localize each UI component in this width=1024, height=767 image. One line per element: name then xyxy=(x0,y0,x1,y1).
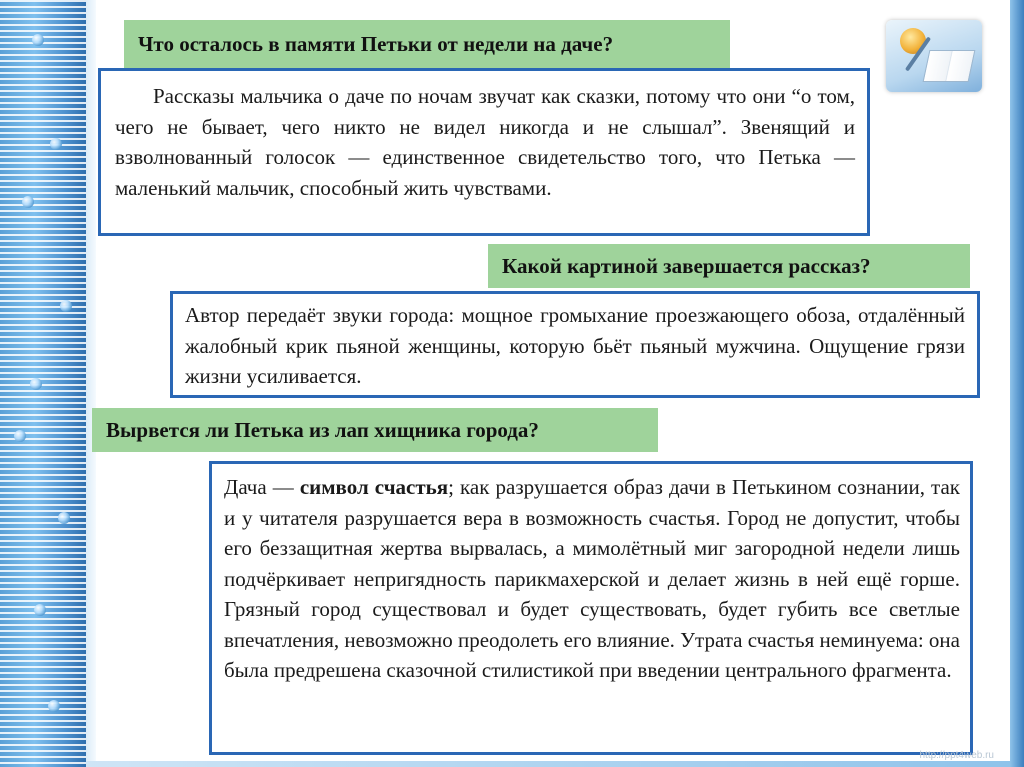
question-2-heading-text: Какой картиной завершается рассказ? xyxy=(502,253,871,278)
question-1-heading-text: Что осталось в памяти Петьки от недели на даче? xyxy=(138,31,614,56)
right-decorative-strip xyxy=(1010,0,1024,767)
answer-3-prefix: Дача — xyxy=(224,475,300,499)
water-drop-icon xyxy=(48,700,60,712)
water-drop-icon xyxy=(58,512,70,524)
left-decorative-strip xyxy=(0,0,86,767)
answer-1-box xyxy=(98,68,870,236)
answer-2-text: Автор передаёт звуки города: мощное громыхание проезжающего обоза, отдалённый жалобный крик пьяной женщины, которую бьёт пьяный мужчина. Ощущение грязи жизни усиливается. xyxy=(185,303,965,388)
water-drop-icon xyxy=(34,604,46,616)
water-drop-icon xyxy=(60,300,72,312)
water-drop-icon xyxy=(32,34,44,46)
answer-3-rest: ; как разрушается образ дачи в Петькином сознании, так и у читателя разрушается вера в возможность счастья. Город не допустит, чтобы его беззащитная жертва вырвалась, а мимолётный миг загородной недели лишь подчёркивает непригядность парикмахерской и делает жизнь в ней ещё горше. Грязный город существовал и будет существовать, будет губить все светлые впечатления, невозможно преодолеть его влияние. Утрата счастья неминуема: она была предрешена сказочной стилистикой при введении центрального фрагмента. xyxy=(224,475,961,682)
answer-3-bold-term: символ счастья xyxy=(299,475,449,499)
question-1-heading xyxy=(124,20,730,68)
answer-3-box xyxy=(209,461,973,755)
question-2-heading xyxy=(488,244,970,288)
bottom-decorative-strip xyxy=(86,761,1010,767)
question-3-heading xyxy=(92,408,658,452)
answer-2-box xyxy=(170,291,980,398)
water-drop-icon xyxy=(30,378,42,390)
watermark: http://ppt4web.ru xyxy=(919,750,994,761)
answer-3-text xyxy=(224,472,960,686)
open-book-icon xyxy=(923,50,976,82)
answer-1-text: Рассказы мальчика о даче по ночам звучат как сказки, потому что они “о том, чего не бывает, чего никто не видел никогда и не слышал”. Звенящий и взволнованный голосок — единственное свидетельство того, что Петька — маленький мальчик, способный жить чувствами. xyxy=(115,84,855,200)
water-drop-icon xyxy=(14,430,26,442)
water-drop-icon xyxy=(22,196,34,208)
left-strip-edge xyxy=(86,0,96,767)
question-3-heading-text: Вырвется ли Петька из лап хищника города? xyxy=(106,417,539,442)
book-globe-logo-icon xyxy=(886,20,982,92)
water-drop-icon xyxy=(50,138,62,150)
